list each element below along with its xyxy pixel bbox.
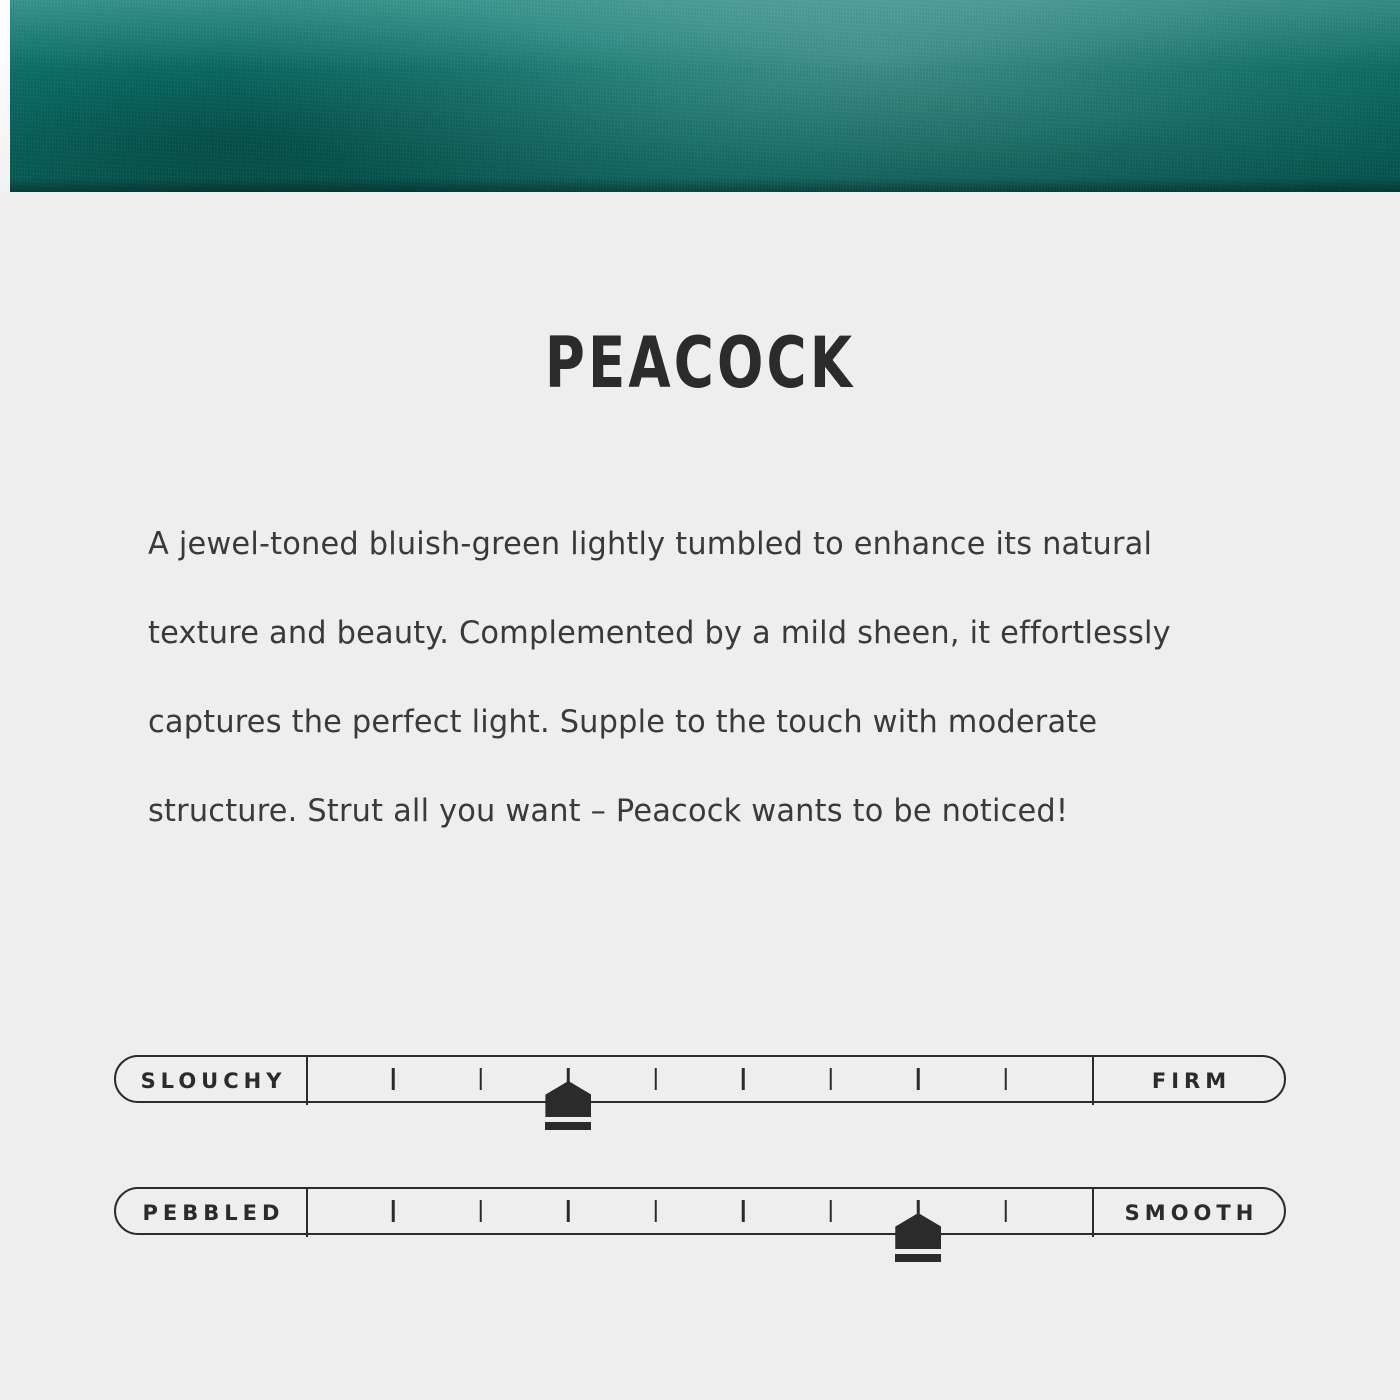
scale-ticks [306, 1055, 1094, 1103]
marker-pointer-icon [545, 1081, 591, 1117]
scale-right-label: SMOOTH [1092, 1189, 1284, 1237]
scale-tick [742, 1200, 745, 1222]
marker-base-bar [895, 1254, 941, 1262]
scale-tick [392, 1200, 395, 1222]
scale-tick [1004, 1200, 1007, 1222]
scale-marker[interactable] [545, 1081, 591, 1130]
description-line: A jewel-toned bluish-green lightly tumbled to enhance its natural [148, 526, 1153, 562]
page-title: PEACOCK [544, 322, 856, 404]
scale-tick [655, 1068, 658, 1090]
scale-tick [655, 1200, 658, 1222]
swatch-sheen-highlight [0, 0, 1400, 70]
marker-base-bar [545, 1122, 591, 1130]
scale-ticks [306, 1187, 1094, 1235]
scale-right-label: FIRM [1092, 1057, 1284, 1105]
marker-pointer-icon [895, 1213, 941, 1249]
scale-left-label: SLOUCHY [116, 1057, 308, 1105]
description-line: structure. Strut all you want – Peacock wants to be noticed! [148, 793, 1069, 829]
scale-tick [1004, 1068, 1007, 1090]
scale-tick [392, 1068, 395, 1090]
page-left-edge [0, 0, 10, 192]
description-line: captures the perfect light. Supple to the touch with moderate [148, 704, 1098, 740]
attribute-scales [0, 1055, 1400, 1235]
color-description [148, 500, 1213, 856]
scale-texture [114, 1187, 1286, 1235]
scale-tick [480, 1200, 483, 1222]
scale-tick [567, 1200, 570, 1222]
scale-left-label: PEBBLED [116, 1189, 308, 1237]
scale-tick [917, 1068, 920, 1090]
scale-tick [742, 1068, 745, 1090]
description-line: texture and beauty. Complemented by a mild sheen, it effortlessly [148, 615, 1171, 651]
scale-tick [480, 1068, 483, 1090]
scale-marker[interactable] [895, 1213, 941, 1262]
swatch-bottom-shadow [0, 178, 1400, 192]
scale-tick [830, 1200, 833, 1222]
scale-tick [830, 1068, 833, 1090]
scale-structure [114, 1055, 1286, 1103]
leather-swatch-image [0, 0, 1400, 192]
